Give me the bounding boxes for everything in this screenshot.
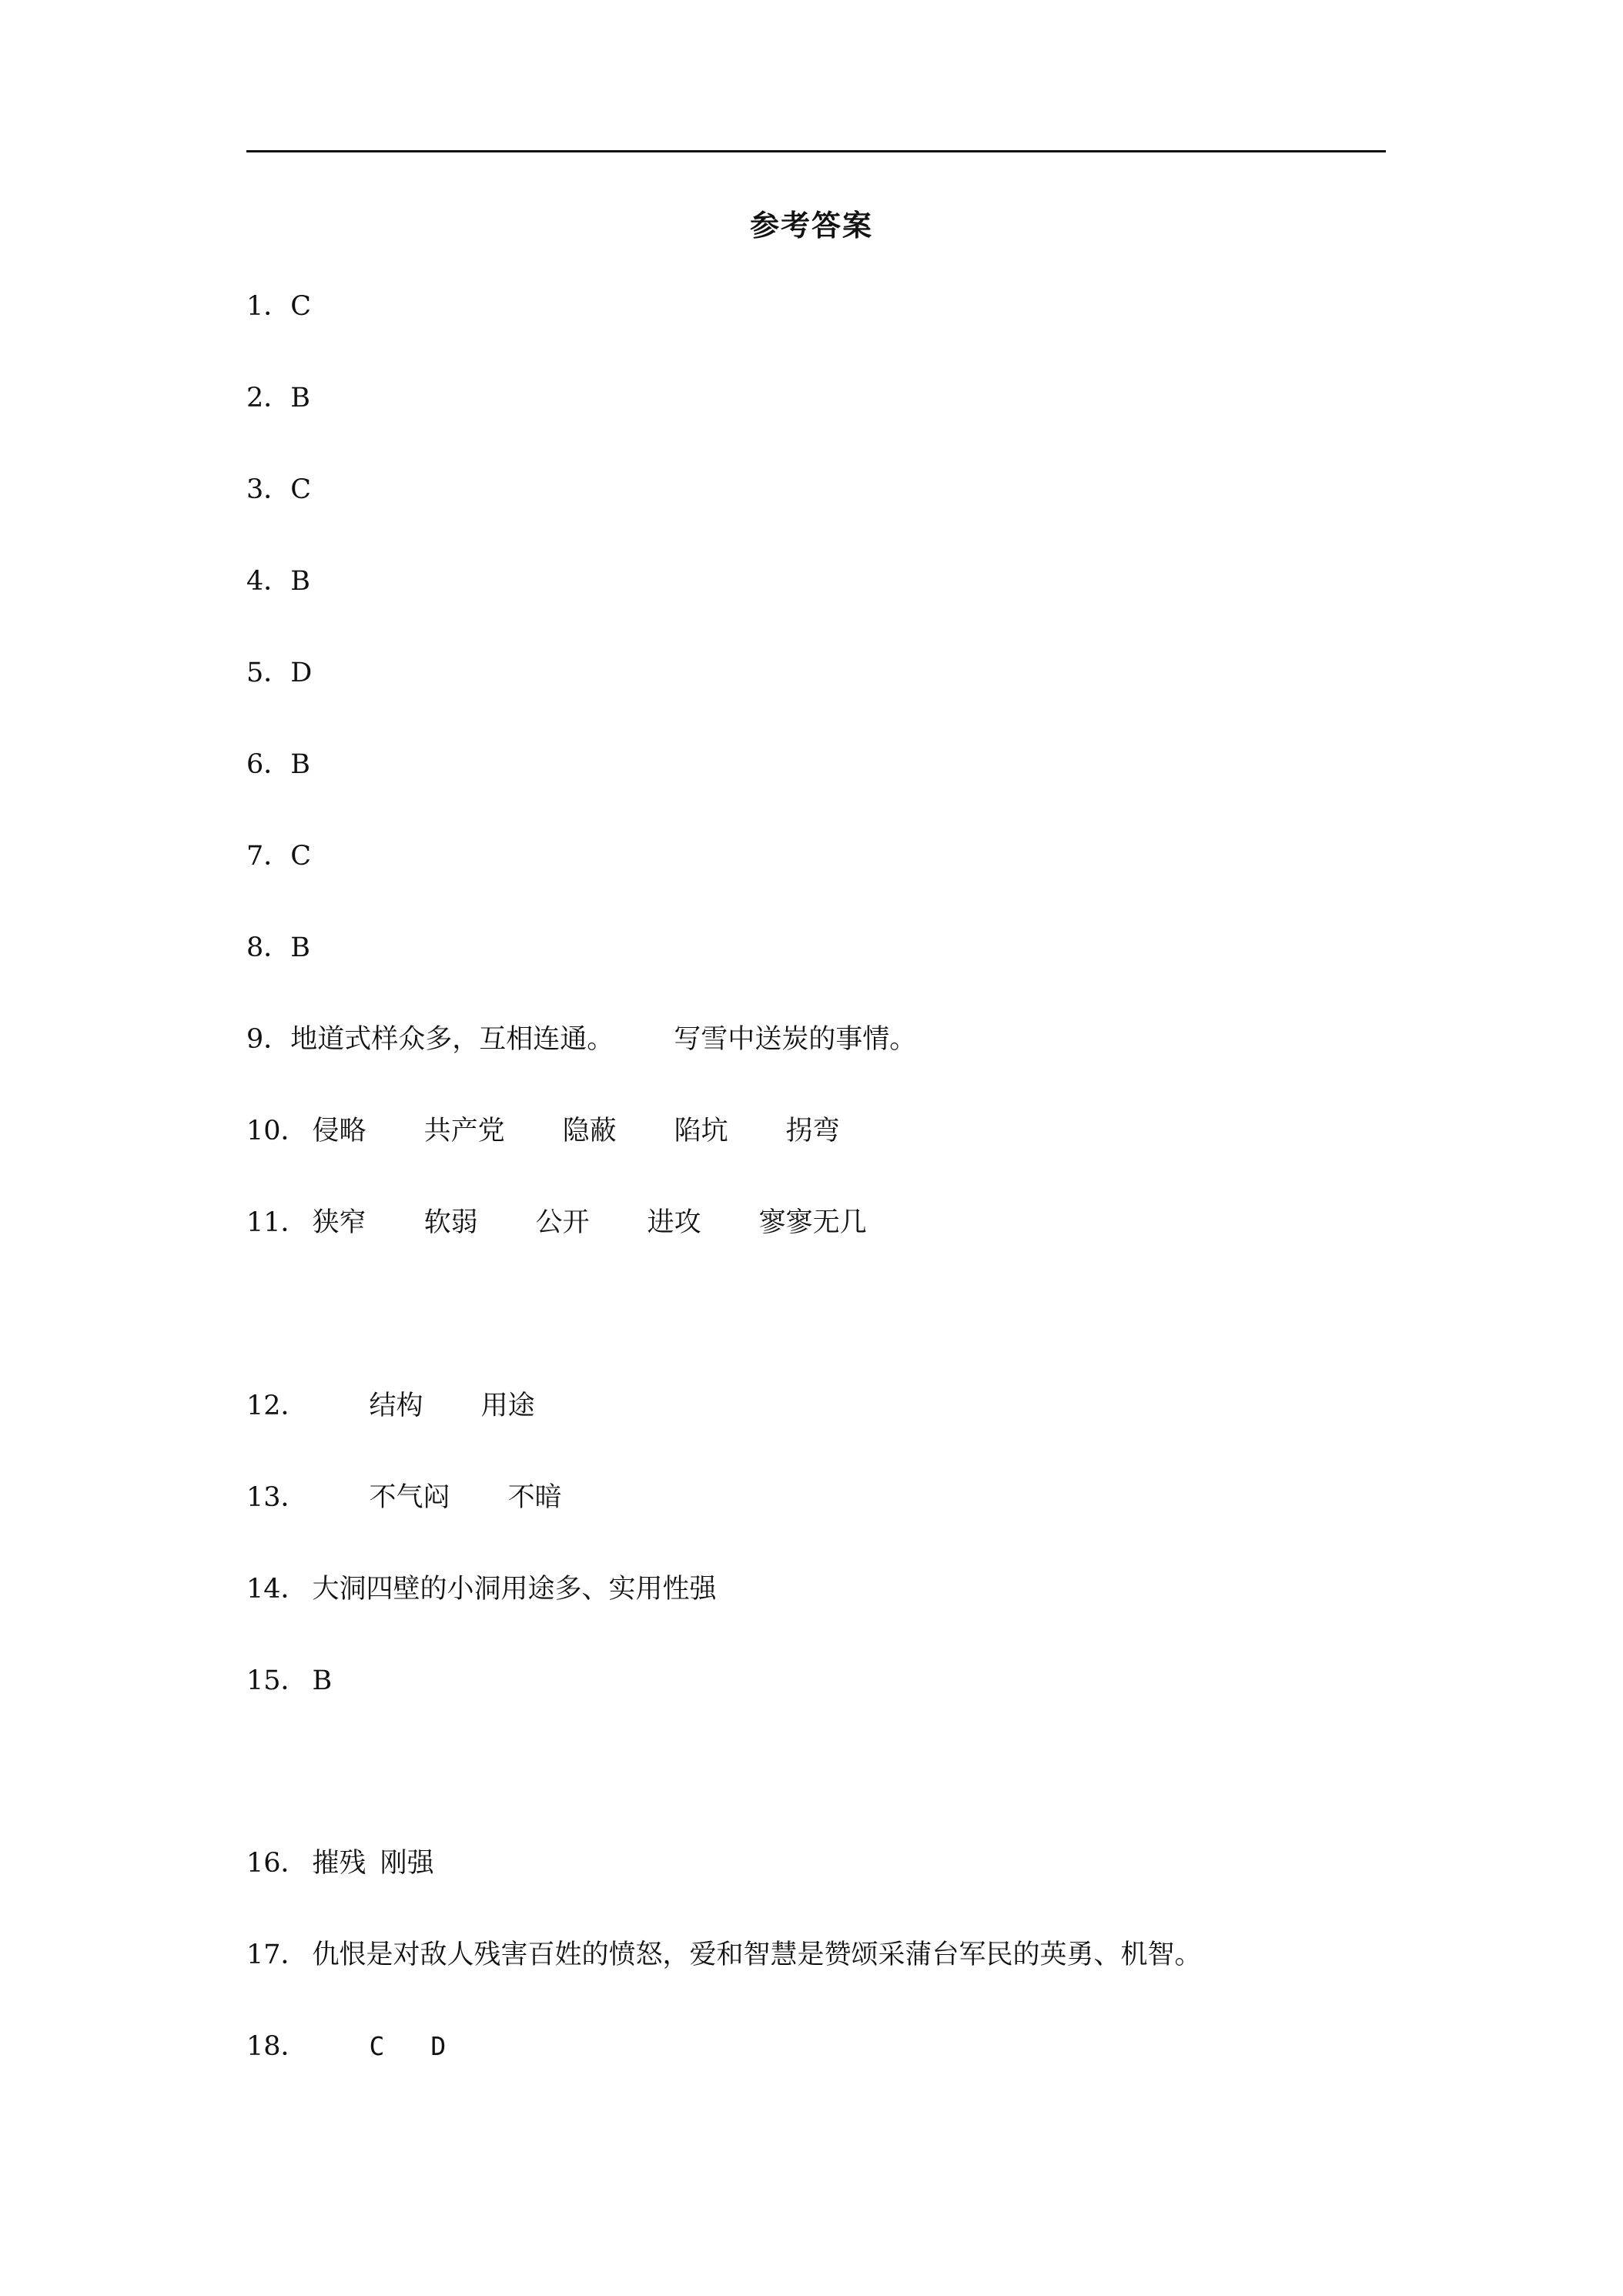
page-title: 参考答案 xyxy=(749,208,873,243)
answer-text: 狭窄 xyxy=(312,1207,366,1238)
answer-text: B xyxy=(312,1665,333,1696)
answer-line-16 xyxy=(246,1846,434,1880)
answer-line-5 xyxy=(246,656,312,690)
answer-number: 1． xyxy=(246,291,291,322)
answer-text: 公开 xyxy=(535,1207,590,1238)
answer-line-10 xyxy=(246,1114,840,1148)
answer-line-6 xyxy=(246,748,310,782)
answer-line-9 xyxy=(246,1022,916,1056)
answer-text: 不暗 xyxy=(507,1482,562,1513)
answer-text: 共产党 xyxy=(423,1116,505,1146)
answer-text: 用途 xyxy=(480,1391,535,1421)
answer-line-18 xyxy=(246,2030,446,2063)
answer-text: B xyxy=(290,932,311,963)
answer-number: 6． xyxy=(246,749,291,780)
answer-line-2 xyxy=(246,381,310,415)
answer-number: 2． xyxy=(246,383,291,413)
answer-text: C xyxy=(290,841,312,872)
answer-text: 刚强 xyxy=(380,1848,434,1879)
answer-text: B xyxy=(290,566,311,597)
answer-number: 3． xyxy=(246,474,291,505)
answer-number: 15． xyxy=(246,1665,308,1696)
answer-text: C xyxy=(290,291,312,322)
answer-text: 大洞四壁的小洞用途多、实用性强 xyxy=(312,1574,717,1605)
answer-text: 不气闷 xyxy=(369,1482,450,1513)
answer-text: 进攻 xyxy=(647,1207,701,1238)
answer-text: D xyxy=(430,2031,447,2061)
answer-text: 地道式样众多，互相连通。 xyxy=(290,1024,614,1055)
answer-line-1 xyxy=(246,290,311,323)
answer-text: 陷坑 xyxy=(674,1116,728,1146)
answer-line-8 xyxy=(246,931,310,965)
answer-text: 结构 xyxy=(369,1391,423,1421)
answer-number: 14． xyxy=(246,1574,308,1605)
answer-number: 4． xyxy=(246,566,291,597)
answer-number: 10． xyxy=(246,1116,308,1146)
answer-number: 11． xyxy=(246,1207,308,1238)
answer-number: 9． xyxy=(246,1024,291,1055)
answer-text: 隐蔽 xyxy=(562,1116,617,1146)
answer-number: 16． xyxy=(246,1848,308,1879)
answer-number: 18． xyxy=(246,2031,308,2062)
answer-text: B xyxy=(290,383,311,413)
answer-text: B xyxy=(290,749,311,780)
answer-line-15 xyxy=(246,1664,332,1698)
answer-line-12 xyxy=(246,1389,535,1423)
answer-text: 仇恨是对敌人残害百姓的愤怒，爱和智慧是赞颂采蒲台军民的英勇、机智。 xyxy=(312,1940,1202,1970)
answer-text: 摧残 xyxy=(312,1848,366,1879)
answer-line-3 xyxy=(246,473,311,507)
answer-line-14 xyxy=(246,1572,717,1606)
answer-line-17 xyxy=(246,1938,1202,1972)
answer-text: 寥寥无几 xyxy=(758,1207,867,1238)
answer-text: 软弱 xyxy=(423,1207,478,1238)
answer-text: 侵略 xyxy=(312,1116,366,1146)
answer-number: 8． xyxy=(246,932,291,963)
answer-line-4 xyxy=(246,564,310,598)
answer-line-7 xyxy=(246,839,311,873)
answer-text: C xyxy=(369,2031,385,2061)
answer-number: 12． xyxy=(246,1391,308,1421)
answer-number: 5． xyxy=(246,658,291,688)
answer-text: 拐弯 xyxy=(785,1116,840,1146)
answer-text: D xyxy=(290,658,313,688)
answer-text: 写雪中送炭的事情。 xyxy=(674,1024,917,1055)
answer-line-13 xyxy=(246,1481,562,1514)
answer-number: 13． xyxy=(246,1482,308,1513)
answer-number: 7． xyxy=(246,841,291,872)
answer-number: 17． xyxy=(246,1940,308,1970)
answer-line-11 xyxy=(246,1206,867,1240)
header-rule xyxy=(246,150,1386,152)
answer-text: C xyxy=(290,474,312,505)
